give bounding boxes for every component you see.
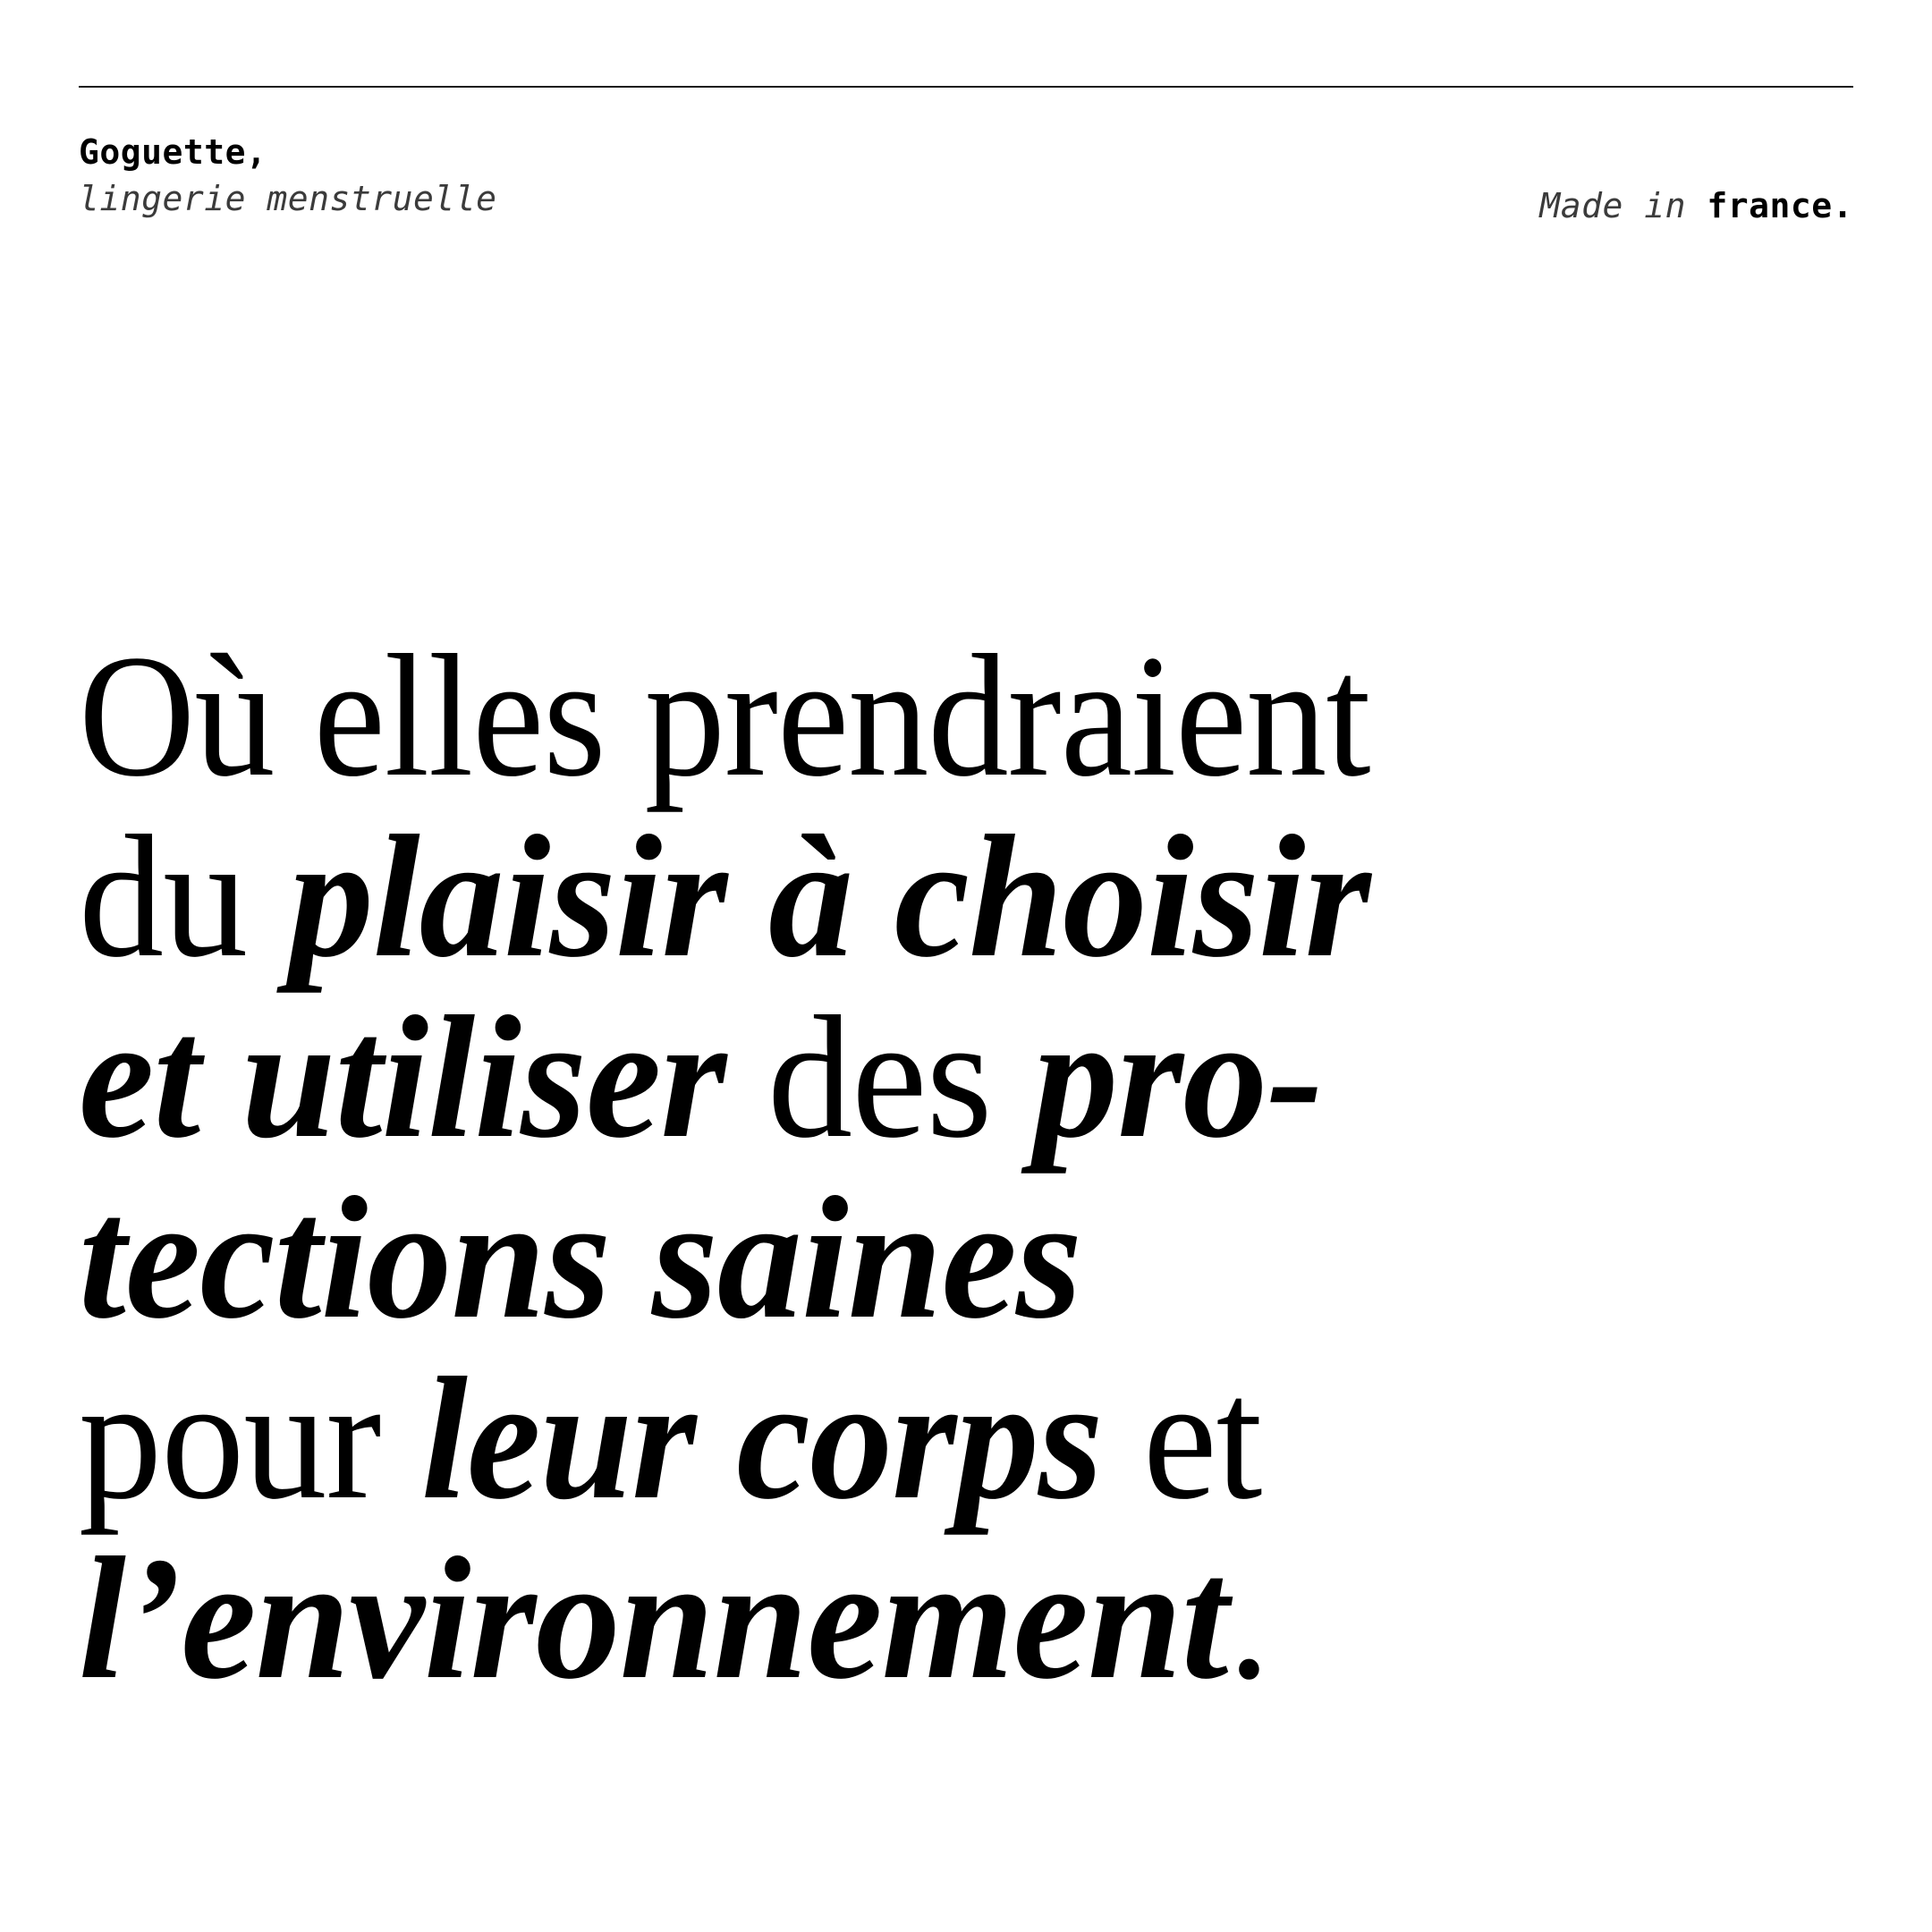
headline-segment-emphasis: plaisir à choisir bbox=[288, 799, 1370, 994]
headline-line bbox=[79, 1341, 1765, 1536]
headline-segment-emphasis: l’environnement bbox=[79, 1521, 1228, 1716]
headline-segment: du bbox=[79, 799, 289, 994]
page-header bbox=[79, 134, 1853, 225]
headline-line bbox=[79, 799, 1800, 994]
top-divider bbox=[79, 86, 1853, 88]
headline-segment: . bbox=[1227, 1521, 1270, 1716]
made-in-country: france. bbox=[1707, 186, 1853, 225]
brand-name: Goguette, bbox=[79, 132, 267, 172]
headline-segment: et bbox=[1102, 1341, 1262, 1536]
headline-segment: Où elles prendraient bbox=[79, 619, 1370, 813]
headline-line bbox=[79, 1160, 1800, 1355]
headline-segment: des bbox=[725, 979, 1034, 1174]
brand-block bbox=[79, 134, 497, 218]
page-title bbox=[79, 619, 1853, 1716]
made-in-label bbox=[1539, 186, 1853, 225]
headline-segment-emphasis: tections saines bbox=[79, 1160, 1081, 1355]
headline-line bbox=[79, 1521, 1800, 1716]
headline-segment-emphasis: et utiliser bbox=[79, 979, 726, 1174]
headline-line bbox=[79, 619, 1711, 813]
headline-segment: pour bbox=[79, 1341, 422, 1536]
brand-tagline: lingerie menstruelle bbox=[79, 178, 497, 218]
headline-segment-emphasis: leur corps bbox=[421, 1341, 1103, 1536]
made-in-prefix: Made in bbox=[1539, 186, 1707, 225]
headline-segment-emphasis: pro- bbox=[1033, 979, 1323, 1174]
headline-line bbox=[79, 979, 1800, 1174]
